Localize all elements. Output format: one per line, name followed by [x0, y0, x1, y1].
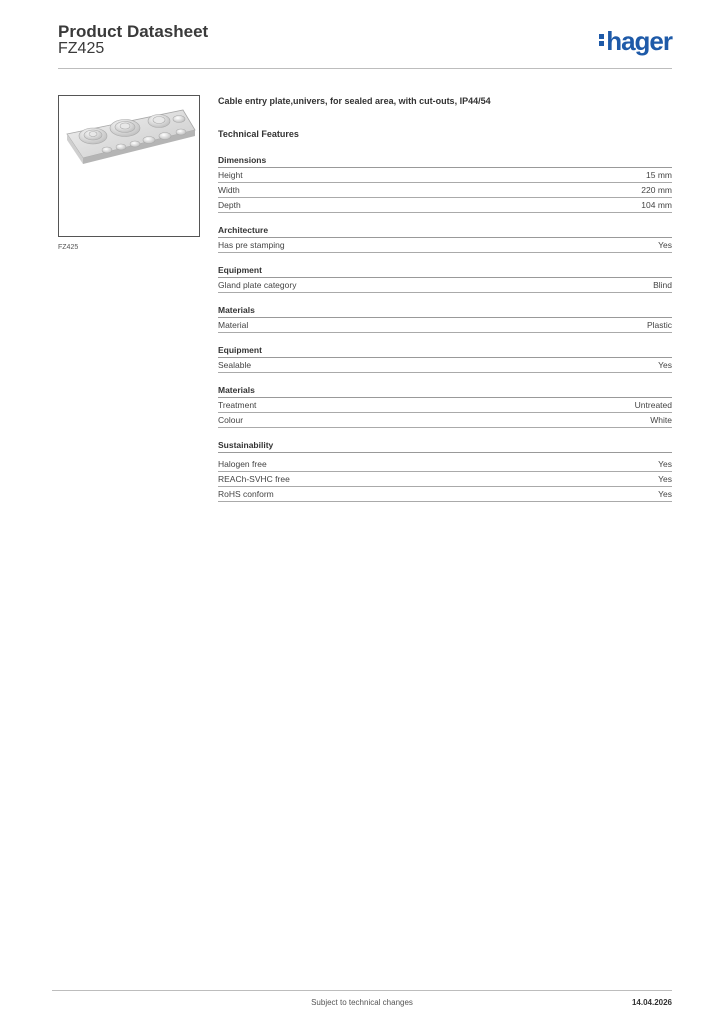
section-materials-2 [218, 385, 672, 428]
section-dimensions [218, 155, 672, 213]
spec-label: Sealable [218, 360, 252, 370]
spec-row [218, 318, 672, 333]
spec-value: Yes [658, 240, 672, 250]
hager-logo [599, 26, 672, 57]
spec-label: RoHS conform [218, 489, 274, 499]
spec-label: Gland plate category [218, 280, 297, 290]
page-title: Product Datasheet [58, 22, 209, 41]
spec-row [218, 238, 672, 253]
spec-value: 15 mm [646, 170, 672, 180]
spec-value: 104 mm [641, 200, 672, 210]
spec-content [218, 96, 672, 502]
logo-text: hager [606, 26, 672, 56]
spec-value: Yes [658, 474, 672, 484]
spec-label: Treatment [218, 400, 257, 410]
spec-row [218, 198, 672, 213]
spec-value: 220 mm [641, 185, 672, 195]
spec-row [218, 278, 672, 293]
spec-label: REACh-SVHC free [218, 474, 290, 484]
section-title: Materials [218, 305, 672, 318]
spec-value: Yes [658, 459, 672, 469]
spec-value: White [650, 415, 672, 425]
spec-row [218, 487, 672, 502]
spec-value: Blind [653, 280, 672, 290]
section-equipment [218, 265, 672, 293]
section-title: Dimensions [218, 155, 672, 168]
spec-label: Depth [218, 200, 241, 210]
section-title: Materials [218, 385, 672, 398]
section-materials [218, 305, 672, 333]
section-title: Architecture [218, 225, 672, 238]
product-image [58, 95, 200, 237]
spec-row [218, 457, 672, 472]
logo-dots-icon [599, 32, 604, 48]
spec-row [218, 183, 672, 198]
spec-value: Untreated [634, 400, 672, 410]
spec-label: Halogen free [218, 459, 267, 469]
spec-row [218, 168, 672, 183]
spec-label: Height [218, 170, 243, 180]
footer-date: 14.04.2026 [631, 998, 672, 1007]
section-title: Equipment [218, 345, 672, 358]
image-caption: FZ425 [58, 244, 79, 251]
footer-note: Subject to technical changes [311, 998, 413, 1007]
section-title: Sustainability [218, 440, 672, 453]
spec-label: Material [218, 320, 249, 330]
spec-label: Has pre stamping [218, 240, 285, 250]
cable-entry-plate-icon [59, 96, 199, 236]
section-title: Equipment [218, 265, 672, 278]
spec-value: Plastic [646, 320, 672, 330]
header-divider [58, 68, 672, 69]
technical-features-heading: Technical Features [218, 129, 299, 139]
product-code: FZ425 [58, 40, 105, 57]
spec-value: Yes [658, 360, 672, 370]
section-architecture [218, 225, 672, 253]
product-description: Cable entry plate,univers, for sealed area, with cut-outs, IP44/54 [218, 96, 491, 106]
spec-value: Yes [658, 489, 672, 499]
footer-divider [52, 990, 672, 991]
section-equipment-2 [218, 345, 672, 373]
spec-row [218, 358, 672, 373]
spec-label: Colour [218, 415, 244, 425]
spec-row [218, 398, 672, 413]
spec-label: Width [218, 185, 240, 195]
spec-row [218, 413, 672, 428]
section-sustainability [218, 440, 672, 502]
spec-row [218, 472, 672, 487]
